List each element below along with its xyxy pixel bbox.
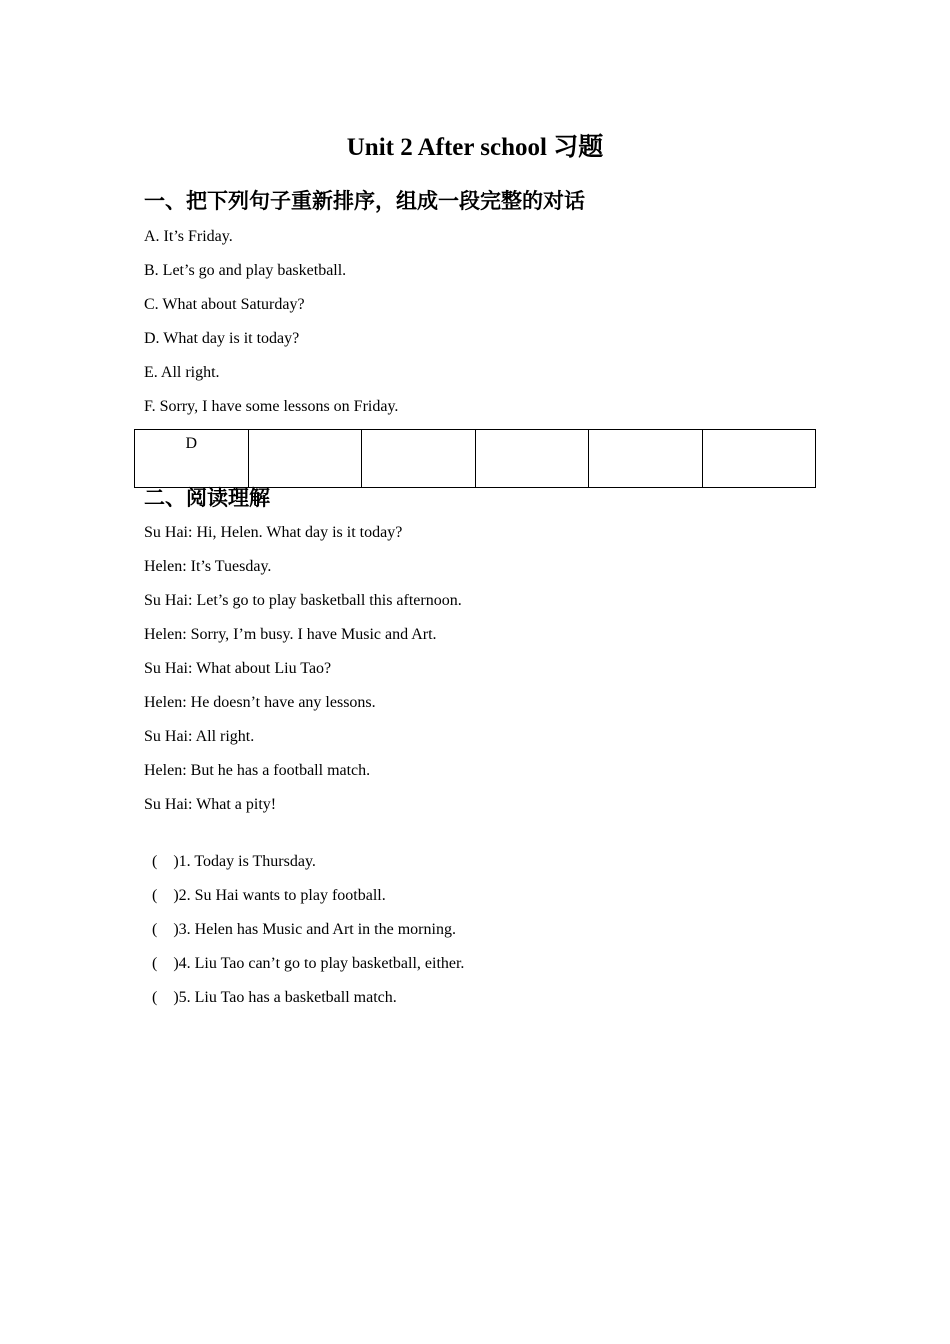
dialogue-line: Su Hai: Let’s go to play basketball this afternoon. — [144, 592, 462, 609]
answer-paren-open: ( — [152, 955, 158, 972]
answer-cell-3[interactable] — [362, 430, 476, 488]
question-text: )3. Helen has Music and Art in the morning. — [173, 921, 456, 938]
question-text: )2. Su Hai wants to play football. — [173, 887, 386, 904]
answer-row — [135, 430, 816, 488]
page-title: Unit 2 After school 习题 — [346, 134, 604, 161]
sentence-e: E. All right. — [144, 364, 220, 381]
dialogue-line: Su Hai: What a pity! — [144, 796, 277, 813]
section-2-heading: 二、阅读理解 — [144, 486, 270, 510]
question-text: )5. Liu Tao has a basketball match. — [173, 989, 397, 1006]
dialogue-line: Su Hai: All right. — [144, 728, 255, 745]
dialogue-line: Su Hai: What about Liu Tao? — [144, 660, 332, 677]
dialogue-line: Helen: Sorry, I’m busy. I have Music and Art. — [144, 626, 437, 643]
sentence-d: D. What day is it today? — [144, 330, 300, 347]
answer-cell-5[interactable] — [589, 430, 703, 488]
question-5 — [144, 965, 397, 1009]
answer-table — [134, 429, 816, 488]
answer-paren-open: ( — [152, 853, 158, 870]
sentence-f: F. Sorry, I have some lessons on Friday. — [144, 398, 399, 415]
answer-cell-2[interactable] — [248, 430, 362, 488]
sentence-c: C. What about Saturday? — [144, 296, 305, 313]
dialogue-line: Helen: He doesn’t have any lessons. — [144, 694, 376, 711]
answer-cell-1[interactable]: D — [135, 430, 249, 488]
answer-paren-open: ( — [152, 887, 158, 904]
dialogue-line: Helen: But he has a football match. — [144, 762, 371, 779]
question-text: )4. Liu Tao can’t go to play basketball, either. — [173, 955, 465, 972]
answer-paren-open: ( — [152, 921, 158, 938]
sentence-b: B. Let’s go and play basketball. — [144, 262, 347, 279]
answer-cell-4[interactable] — [475, 430, 589, 488]
dialogue-line: Helen: It’s Tuesday. — [144, 558, 272, 575]
question-text: )1. Today is Thursday. — [173, 853, 316, 870]
answer-paren-open: ( — [152, 989, 158, 1006]
sentence-a: A. It’s Friday. — [144, 228, 233, 245]
answer-cell-6[interactable] — [702, 430, 816, 488]
dialogue-line: Su Hai: Hi, Helen. What day is it today? — [144, 524, 403, 541]
section-1-heading: 一、把下列句子重新排序，组成一段完整的对话 — [144, 189, 585, 213]
